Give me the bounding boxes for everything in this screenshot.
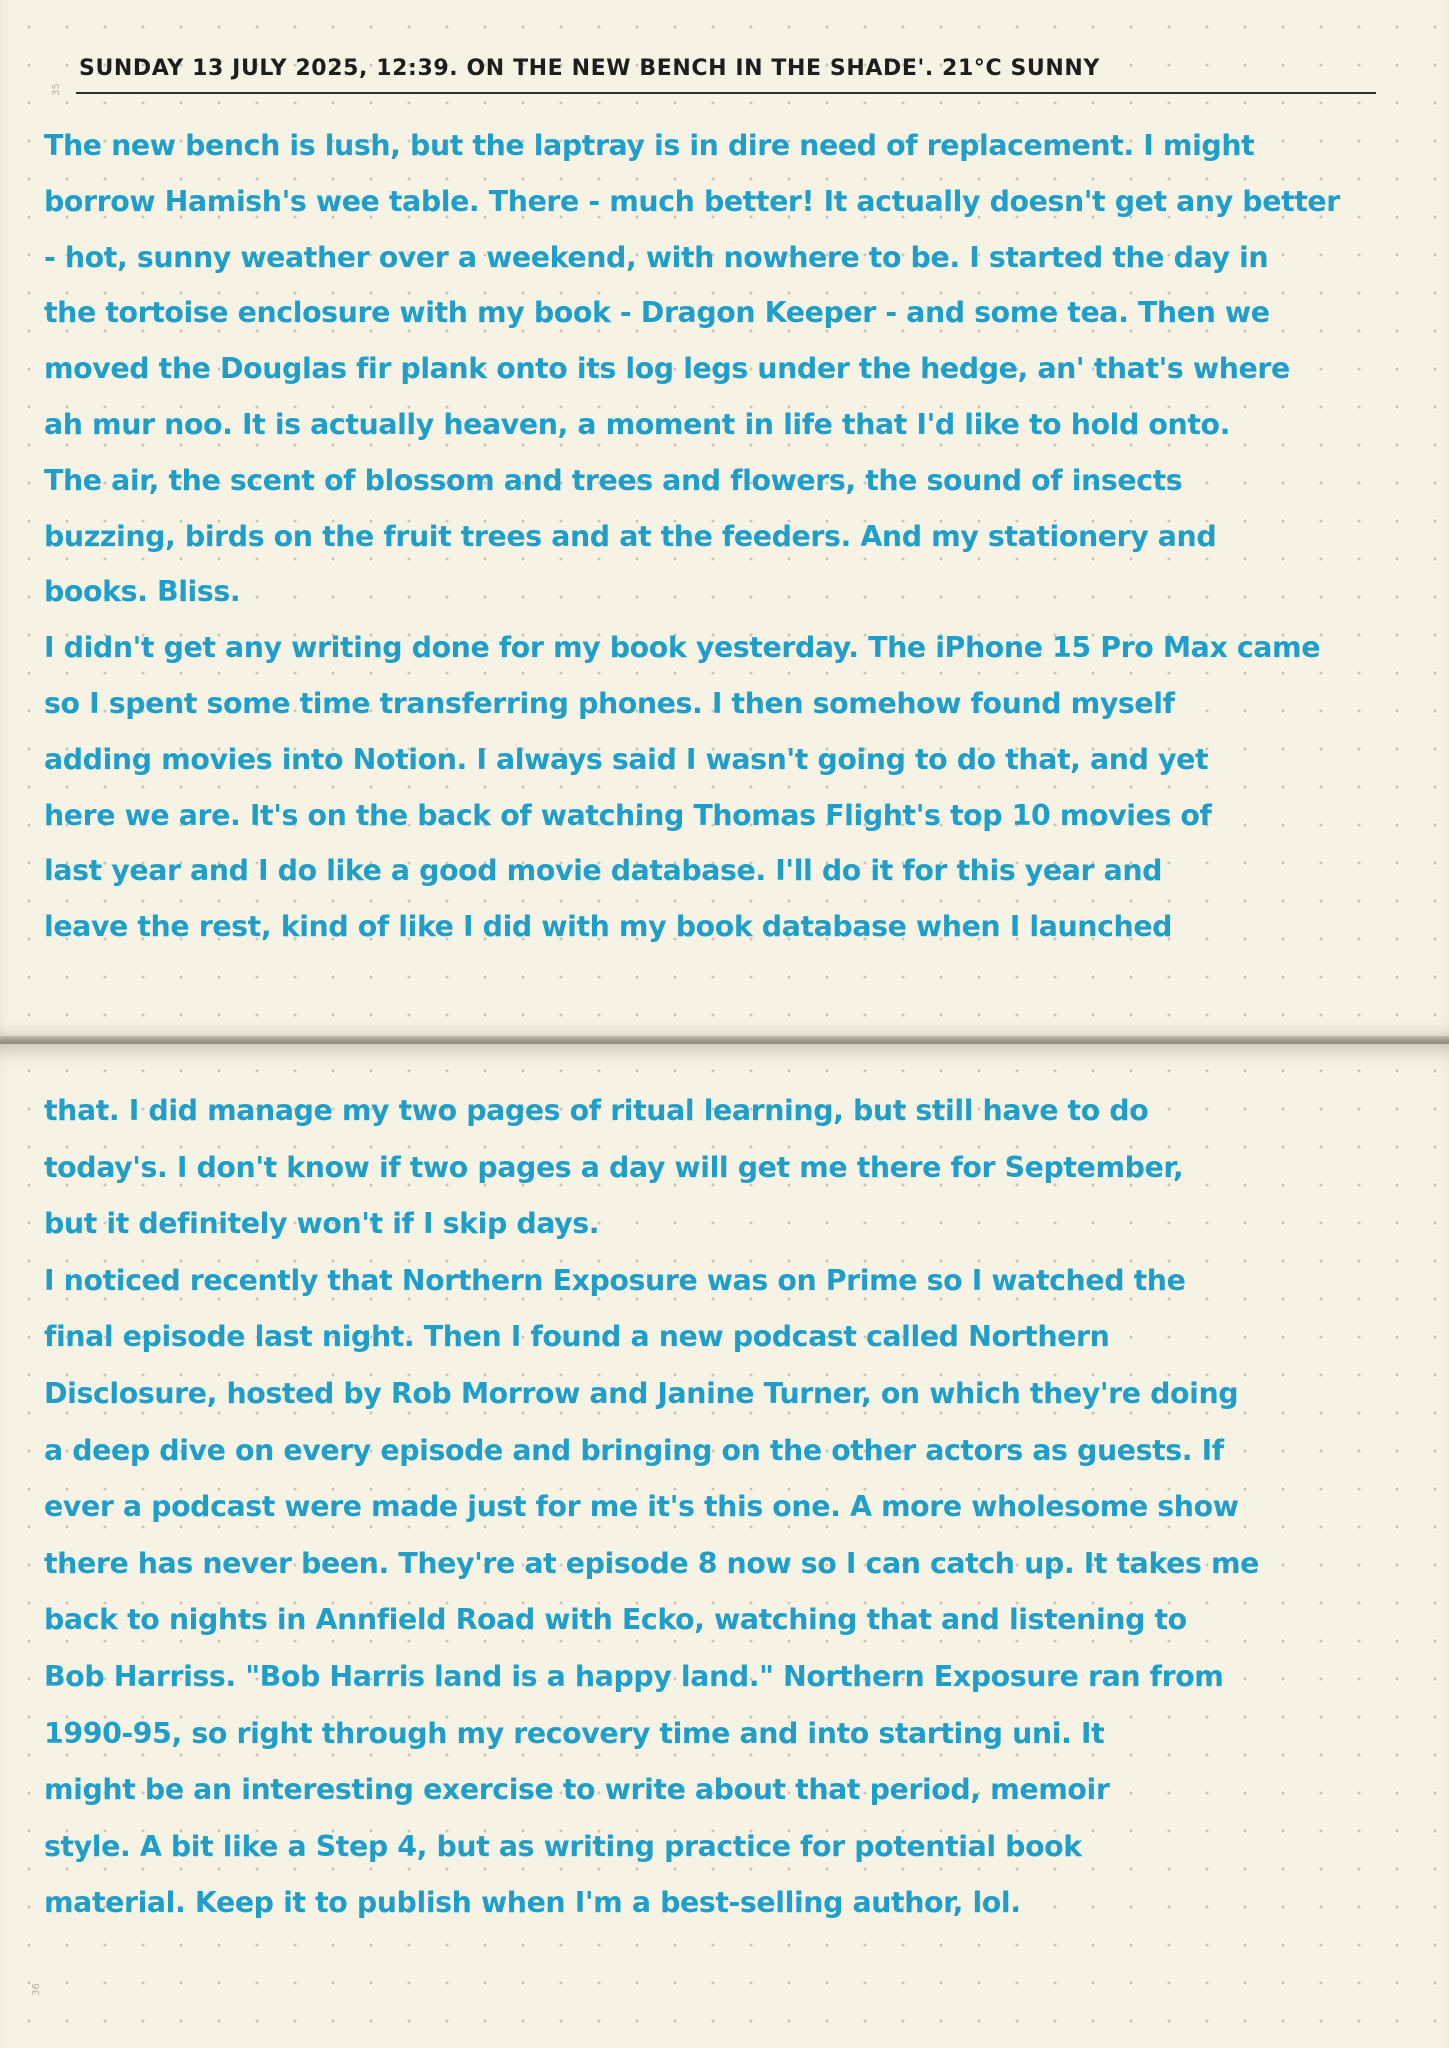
text-line: the tortoise enclosure with my book - Dragon Keeper - and some tea. Then we [44, 296, 1270, 330]
text-line: borrow Hamish's wee table. There - much better! It actually doesn't get any better [44, 184, 1340, 218]
entry-text-top [44, 118, 1416, 955]
text-line: ah mur noo. It is actually heaven, a moment in life that I'd like to hold onto. [44, 407, 1230, 441]
text-line: 1990-95, so right through my recovery time and into starting uni. It [44, 1716, 1105, 1750]
text-line: Bob Harriss. "Bob Harris land is a happy land." Northern Exposure ran from [44, 1659, 1224, 1693]
text-line: a deep dive on every episode and bringing on the other actors as guests. If [44, 1433, 1224, 1467]
text-line: adding movies into Notion. I always said I wasn't going to do that, and yet [44, 742, 1209, 776]
text-line: I didn't get any writing done for my book yesterday. The iPhone 15 Pro Max came [44, 631, 1321, 665]
journal-page-bottom [0, 1044, 1449, 2048]
text-line: that. I did manage my two pages of ritual learning, but still have to do [44, 1094, 1149, 1127]
text-line: - hot, sunny weather over a weekend, with nowhere to be. I started the day in [44, 240, 1269, 274]
entry-text-bottom [44, 1083, 1404, 1932]
text-line: The air, the scent of blossom and trees and flowers, the sound of insects [44, 463, 1183, 497]
text-line: I noticed recently that Northern Exposure was on Prime so I watched the [44, 1263, 1186, 1297]
text-line: so I spent some time transferring phones. I then somehow found myself [44, 686, 1175, 720]
text-line: Disclosure, hosted by Rob Morrow and Janine Turner, on which they're doing [44, 1376, 1239, 1410]
text-line: leave the rest, kind of like I did with my book database when I launched [44, 910, 1173, 944]
text-line: might be an interesting exercise to write about that period, memoir [44, 1773, 1110, 1807]
text-line: The new bench is lush, but the laptray is in dire need of replacement. I might [44, 129, 1255, 162]
page-number: 35 [50, 83, 62, 96]
text-line: today's. I don't know if two pages a day will get me there for September, [44, 1150, 1184, 1184]
page-number: 36 [30, 1983, 42, 1996]
text-line: here we are. It's on the back of watching Thomas Flight's top 10 movies of [44, 798, 1212, 832]
entry-date-header: SUNDAY 13 JULY 2025, 12:39. ON THE NEW BENCH IN THE SHADE'. 21°C SUNNY [76, 52, 1376, 94]
text-line: final episode last night. Then I found a new podcast called Northern [44, 1320, 1110, 1354]
text-line: there has never been. They're at episode 8 now so I can catch up. It takes me [44, 1546, 1260, 1580]
text-line: moved the Douglas fir plank onto its log legs under the hedge, an' that's where [44, 352, 1290, 386]
text-line: style. A bit like a Step 4, but as writing practice for potential book [44, 1829, 1082, 1863]
text-line: buzzing, birds on the fruit trees and at the feeders. And my stationery and [44, 519, 1217, 553]
text-line: back to nights in Annfield Road with Ecko, watching that and listening to [44, 1603, 1187, 1637]
text-line: last year and I do like a good movie database. I'll do it for this year and [44, 854, 1163, 888]
text-line: material. Keep it to publish when I'm a best-selling author, lol. [44, 1886, 1021, 1920]
text-line: ever a podcast were made just for me it's this one. A more wholesome show [44, 1490, 1239, 1524]
text-line: but it definitely won't if I skip days. [44, 1207, 600, 1241]
text-line: books. Bliss. [44, 575, 241, 609]
